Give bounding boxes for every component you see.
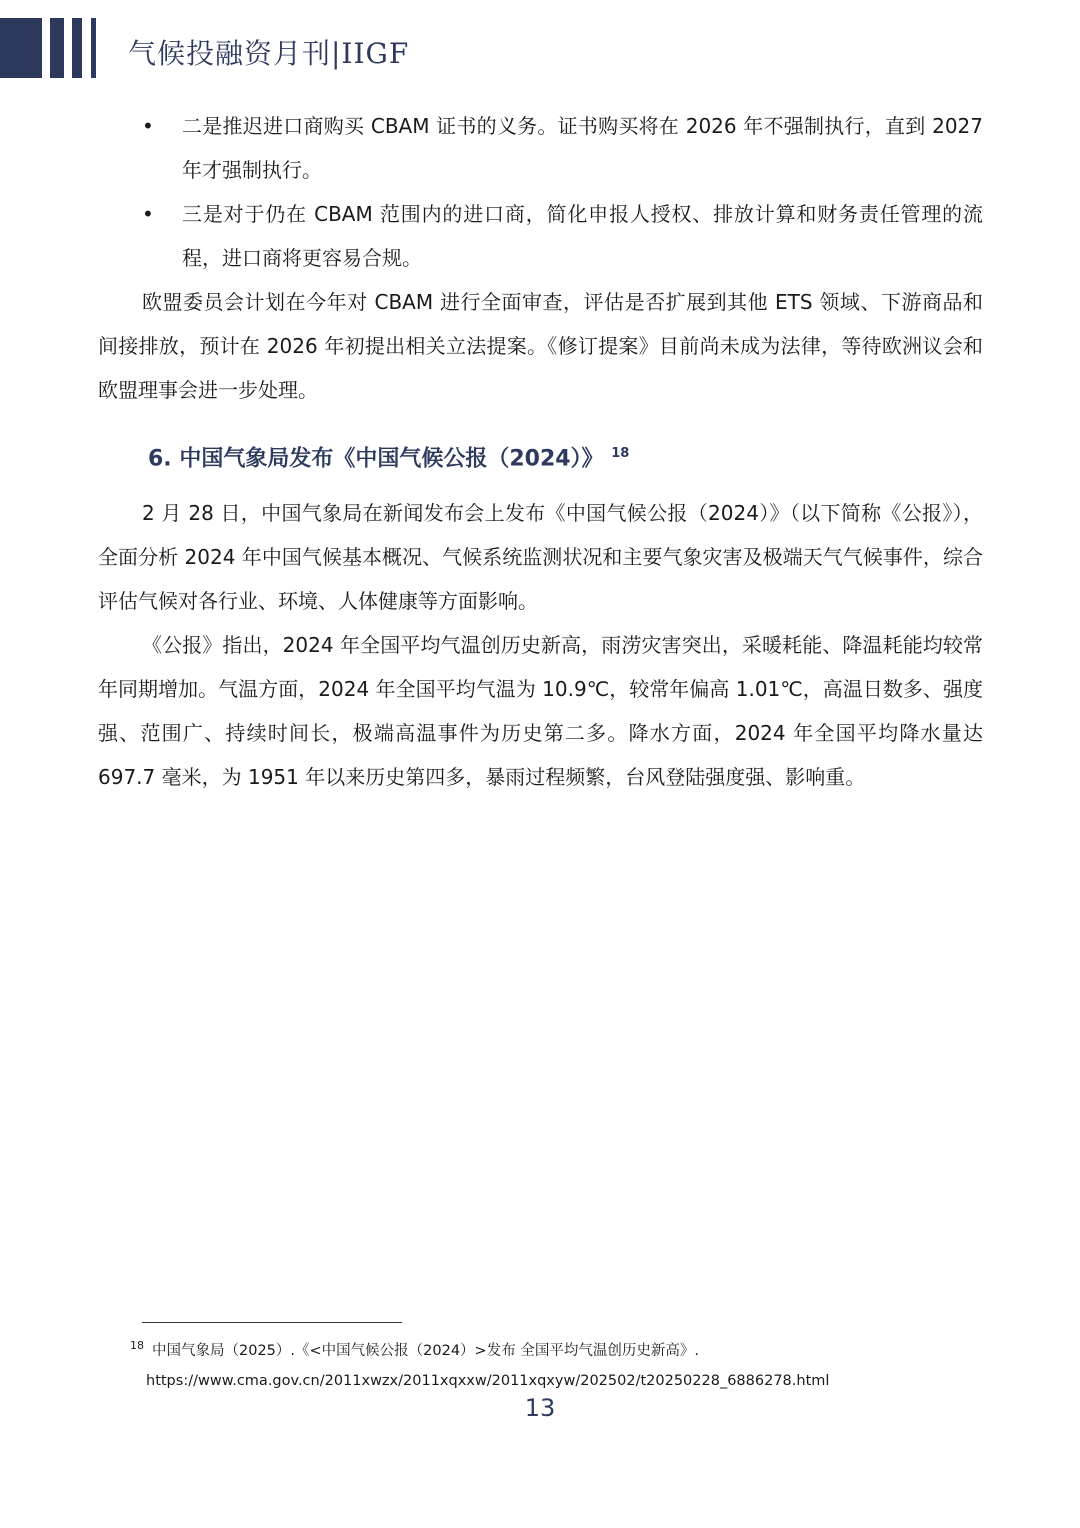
header-bar-3 (72, 18, 82, 78)
header-logo-bars (0, 18, 110, 78)
paragraph-climate-bulletin-1: 2 月 28 日，中国气象局在新闻发布会上发布《中国气候公报（2024）》（以下简称《公报》），全面分析 2024 年中国气候基本概况、气候系统监测状况和主要气象灾害及极端天气气候事件，综合评估气候对各行业、环境、人体健康等方面影响。 (98, 501, 983, 614)
page-number: 13 (524, 1394, 556, 1422)
footnote-text: 中国气象局（2025）.《<中国气候公报（2024）>发布 全国平均气温创历史新高》. (152, 1342, 699, 1359)
page-body (98, 104, 983, 799)
header-bar-1 (0, 18, 42, 78)
bullet-item-2 (98, 192, 983, 280)
bullet-dot-icon: • (142, 202, 154, 226)
footnote (130, 1334, 950, 1393)
header-title: 气候投融资月刊|IIGF (128, 37, 410, 70)
bullet-item-1 (98, 104, 983, 192)
section-heading (148, 434, 983, 479)
bullet-text-2: 三是对于仍在 CBAM 范围内的进口商，简化申报人授权、排放计算和财务责任管理的流程，进口商将更容易合规。 (182, 202, 983, 270)
bullet-text-1: 二是推迟进口商购买 CBAM 证书的义务。证书购买将在 2026 年不强制执行，直到 2027 年才强制执行。 (182, 114, 983, 182)
paragraph-climate-bulletin-2: 《公报》指出，2024 年全国平均气温创历史新高，雨涝灾害突出，采暖耗能、降温耗能均较常年同期增加。气温方面，2024 年全国平均气温为 10.9℃，较常年偏高 1.01℃，高温日数多、强度强、范围广、持续时间长，极端高温事件为历史第二多。降水方面，2024 年全国平均降水量达 697.7 毫米，为 1951 年以来历史第四多，暴雨过程频繁，台风登陆强度强、影响重。 (98, 633, 983, 790)
bullet-dot-icon: • (142, 114, 154, 138)
footnote-url-link[interactable]: https://www.cma.gov.cn/2011xwzx/2011xqxxw/2011xqxyw/202502/t20250228_6886278.html (146, 1372, 830, 1389)
paragraph-cbam-review: 欧盟委员会计划在今年对 CBAM 进行全面审查，评估是否扩展到其他 ETS 领域、下游商品和间接排放，预计在 2026 年初提出相关立法提案。《修订提案》目前尚未成为法律，等待欧洲议会和欧盟理事会进一步处理。 (98, 290, 983, 402)
header-bar-4 (91, 18, 96, 78)
header-bar-2 (50, 18, 64, 78)
section-heading-text: 6. 中国气象局发布《中国气候公报（2024）》 (148, 446, 604, 472)
footnote-reference[interactable]: 18 (611, 446, 630, 461)
footnote-divider (142, 1322, 402, 1323)
footnote-number: 18 (130, 1339, 144, 1352)
